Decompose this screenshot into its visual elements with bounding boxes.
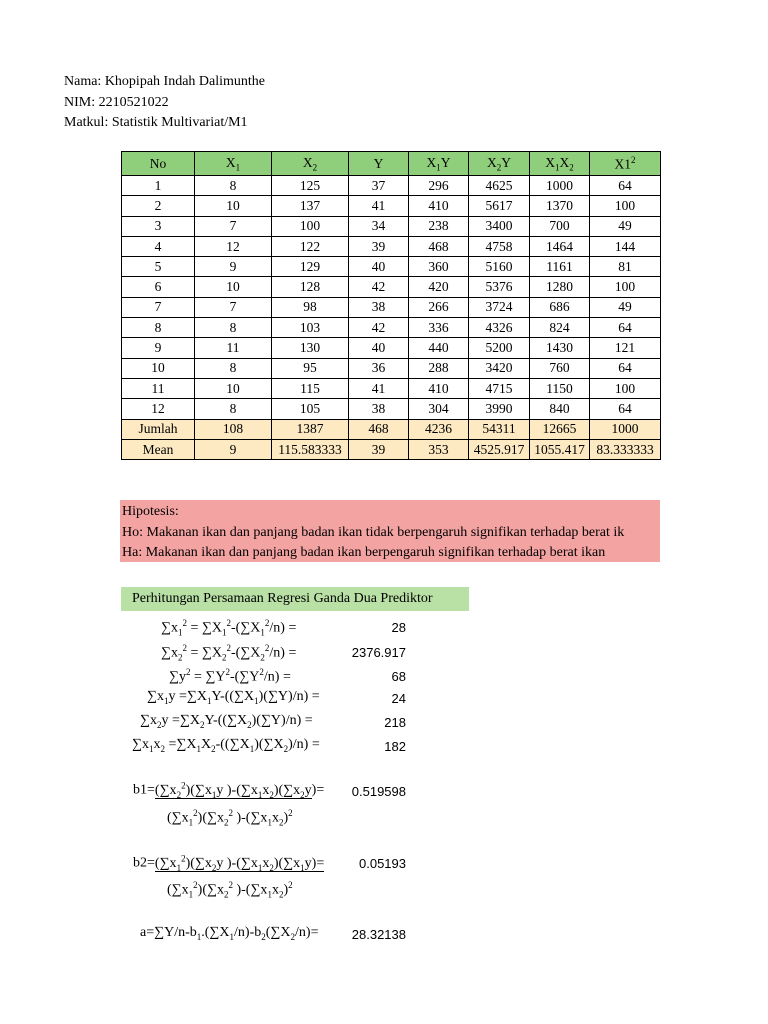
- table-cell: 49: [590, 297, 661, 317]
- table-cell: 130: [272, 338, 349, 358]
- table-cell: 81: [590, 257, 661, 277]
- table-row-jumlah: [122, 419, 661, 439]
- student-name: Nama: Khopipah Indah Dalimunthe: [64, 74, 266, 89]
- table-cell: 3400: [469, 216, 530, 236]
- table-row: [122, 277, 661, 297]
- table-cell: 10: [122, 358, 195, 378]
- table-cell: 304: [409, 399, 469, 419]
- col-header-x1x2: $X_1X_2$: [530, 152, 590, 176]
- table-cell: 64: [590, 358, 661, 378]
- table-cell: 336: [409, 318, 469, 338]
- value-b2: 0.05193: [359, 856, 406, 871]
- table-cell: 64: [590, 318, 661, 338]
- table-cell: 144: [590, 236, 661, 256]
- table-cell: 40: [349, 257, 409, 277]
- table-cell: 11: [122, 378, 195, 398]
- table-cell: 83.333333: [590, 439, 661, 459]
- student-nim: NIM: 2210521022: [64, 94, 169, 110]
- col-header-y: Y: [349, 152, 409, 176]
- table-cell: 10: [195, 277, 272, 297]
- table-cell: 3724: [469, 297, 530, 317]
- table-cell: 128: [272, 277, 349, 297]
- table-cell: 108: [195, 419, 272, 439]
- table-cell: 7: [122, 297, 195, 317]
- table-cell: 840: [530, 399, 590, 419]
- col-header-x2y: $X_2Y$: [469, 152, 530, 176]
- value-sx1sq: 28: [391, 620, 406, 635]
- table-cell: 4236: [409, 419, 469, 439]
- table-row: [122, 378, 661, 398]
- table-row: [122, 176, 661, 196]
- table-cell: 8: [195, 318, 272, 338]
- table-cell: 122: [272, 236, 349, 256]
- formula-b2-numerator: $b2=(\sum x_1^2)(\sum x_2y$ )$-(\sum x_1x_2)(\sum x_1y)=$: [133, 853, 325, 873]
- table-cell: 266: [409, 297, 469, 317]
- table-cell: 410: [409, 378, 469, 398]
- table-cell: 1150: [530, 378, 590, 398]
- table-cell: 100: [590, 196, 661, 216]
- table-cell: 9: [195, 257, 272, 277]
- student-info: [64, 72, 265, 134]
- table-cell: 12: [122, 399, 195, 419]
- table-cell: 64: [590, 176, 661, 196]
- table-cell: 1387: [272, 419, 349, 439]
- hypothesis-ho: Ho: Makanan ikan dan panjang badan ikan tidak berpengaruh signifikan terhadap berat ik: [122, 524, 625, 540]
- table-cell: 41: [349, 196, 409, 216]
- table-cell: 39: [349, 439, 409, 459]
- table-cell: 11: [195, 338, 272, 358]
- table-row: [122, 257, 661, 277]
- table-row: [122, 297, 661, 317]
- table-cell: Mean: [122, 439, 195, 459]
- hypothesis-box: [120, 500, 660, 562]
- table-cell: 1000: [530, 176, 590, 196]
- data-table: [121, 151, 661, 460]
- table-cell: 8: [195, 176, 272, 196]
- table-cell: 468: [409, 236, 469, 256]
- table-cell: 41: [349, 378, 409, 398]
- table-cell: 288: [409, 358, 469, 378]
- value-sx2y: 218: [384, 715, 406, 730]
- table-cell: 760: [530, 358, 590, 378]
- table-cell: 700: [530, 216, 590, 236]
- value-sx1x2: 182: [384, 739, 406, 754]
- table-cell: 36: [349, 358, 409, 378]
- table-row: [122, 196, 661, 216]
- table-cell: 4: [122, 236, 195, 256]
- formula-sx2y: $\sum x_2y =\sum X_2Y-((\sum X_2)(\sum Y)/n)$ =: [140, 713, 313, 730]
- table-cell: 353: [409, 439, 469, 459]
- table-row: [122, 216, 661, 236]
- formula-a: $a=\sum Y/n-b_1.(\sum X_1/n)-b_2(\sum X_2/n)=$: [140, 925, 319, 942]
- value-a: 28.32138: [351, 927, 406, 942]
- course-name: Matkul: Statistik Multivariat/M1: [64, 115, 248, 130]
- table-cell: 3: [122, 216, 195, 236]
- table-row: [122, 338, 661, 358]
- table-cell: 8: [122, 318, 195, 338]
- table-cell: 105: [272, 399, 349, 419]
- table-cell: 121: [590, 338, 661, 358]
- table-row: [122, 399, 661, 419]
- table-cell: 40: [349, 338, 409, 358]
- table-cell: 4758: [469, 236, 530, 256]
- table-cell: 5617: [469, 196, 530, 216]
- table-cell: 95: [272, 358, 349, 378]
- formula-sx1x2: $\sum x_1x_2 =\sum X_1X_2-((\sum X_1)(\sum X_2)/n)$ =: [132, 737, 320, 754]
- table-cell: 440: [409, 338, 469, 358]
- table-cell: 100: [590, 277, 661, 297]
- table-cell: 6: [122, 277, 195, 297]
- hypothesis-title: Hipotesis:: [122, 504, 179, 519]
- table-cell: 12: [195, 236, 272, 256]
- table-cell: 3420: [469, 358, 530, 378]
- formula-b1-denominator: $(\sum x_1^2)(\sum x_2^2$ )$-(\sum x_1x_2)^2$: [167, 808, 293, 828]
- table-cell: 5200: [469, 338, 530, 358]
- formula-sysq: $\sum y^2 = \sum Y^2-(\sum Y^2/n)$ =: [169, 667, 291, 685]
- formula-b1-numerator: $b1=(\sum x_2^2)(\sum x_1y$ )$-(\sum x_1x_2)(\sum x_2y)=$: [133, 780, 325, 800]
- table-cell: 125: [272, 176, 349, 196]
- table-cell: 4525.917: [469, 439, 530, 459]
- table-cell: 1280: [530, 277, 590, 297]
- table-cell: 103: [272, 318, 349, 338]
- calc-title: Perhitungan Persamaan Regresi Ganda Dua Prediktor: [121, 587, 469, 611]
- table-cell: 238: [409, 216, 469, 236]
- table-cell: 49: [590, 216, 661, 236]
- table-cell: 5376: [469, 277, 530, 297]
- value-sx1y: 24: [391, 691, 406, 706]
- table-cell: 100: [272, 216, 349, 236]
- table-cell: 296: [409, 176, 469, 196]
- table-cell: 4326: [469, 318, 530, 338]
- table-cell: 38: [349, 399, 409, 419]
- table-row: [122, 318, 661, 338]
- table-cell: 64: [590, 399, 661, 419]
- table-cell: 8: [195, 399, 272, 419]
- col-header-x1sq: $X1^2$: [590, 152, 661, 176]
- table-cell: 7: [195, 297, 272, 317]
- table-cell: 2: [122, 196, 195, 216]
- col-header-x1: $X_1$: [195, 152, 272, 176]
- table-cell: 100: [590, 378, 661, 398]
- formula-sx2sq: $\sum x_2^2 = \sum X_2^2-(\sum X_2^2/n)$ =: [161, 643, 297, 663]
- table-cell: 9: [195, 439, 272, 459]
- table-cell: 4715: [469, 378, 530, 398]
- table-row: [122, 358, 661, 378]
- hypothesis-ha: Ha: Makanan ikan dan panjang badan ikan berpengaruh signifikan terhadap berat ikan: [122, 545, 606, 560]
- table-cell: 360: [409, 257, 469, 277]
- table-cell: 7: [195, 216, 272, 236]
- table-cell: 5160: [469, 257, 530, 277]
- col-header-x1y: $X_1Y$: [409, 152, 469, 176]
- value-sysq: 68: [391, 669, 406, 684]
- table-row-mean: [122, 439, 661, 459]
- table-row: [122, 236, 661, 256]
- table-cell: 39: [349, 236, 409, 256]
- table-cell: 468: [349, 419, 409, 439]
- table-cell: 1000: [590, 419, 661, 439]
- col-header-no: No: [122, 152, 195, 176]
- table-cell: 420: [409, 277, 469, 297]
- table-cell: 824: [530, 318, 590, 338]
- table-cell: 98: [272, 297, 349, 317]
- table-cell: 4625: [469, 176, 530, 196]
- table-cell: 10: [195, 196, 272, 216]
- table-cell: 1370: [530, 196, 590, 216]
- formula-sx1sq: $\sum x_1^2 = \sum X_1^2-(\sum X_1^2/n)$ =: [161, 618, 297, 638]
- table-cell: 410: [409, 196, 469, 216]
- table-cell: 1: [122, 176, 195, 196]
- table-cell: 10: [195, 378, 272, 398]
- table-cell: Jumlah: [122, 419, 195, 439]
- table-cell: 34: [349, 216, 409, 236]
- table-cell: 12665: [530, 419, 590, 439]
- formula-sx1y: $\sum x_1y =\sum X_1Y-((\sum X_1)(\sum Y)/n)$ =: [147, 689, 320, 706]
- table-cell: 3990: [469, 399, 530, 419]
- table-cell: 54311: [469, 419, 530, 439]
- table-cell: 129: [272, 257, 349, 277]
- table-cell: 9: [122, 338, 195, 358]
- table-cell: 115: [272, 378, 349, 398]
- value-b1: 0.519598: [351, 784, 406, 799]
- table-cell: 1161: [530, 257, 590, 277]
- table-cell: 137: [272, 196, 349, 216]
- table-cell: 38: [349, 297, 409, 317]
- table-cell: 115.583333: [272, 439, 349, 459]
- table-cell: 42: [349, 318, 409, 338]
- table-header-row: [122, 152, 661, 176]
- table-cell: 686: [530, 297, 590, 317]
- table-cell: 1464: [530, 236, 590, 256]
- col-header-x2: $X_2$: [272, 152, 349, 176]
- table-cell: 8: [195, 358, 272, 378]
- table-cell: 1055.417: [530, 439, 590, 459]
- formula-b2-denominator: $(\sum x_1^2)(\sum x_2^2$ )$-(\sum x_1x_2)^2$: [167, 880, 293, 900]
- value-sx2sq: 2376.917: [351, 645, 406, 660]
- table-cell: 5: [122, 257, 195, 277]
- table-cell: 1430: [530, 338, 590, 358]
- table-cell: 42: [349, 277, 409, 297]
- table-cell: 37: [349, 176, 409, 196]
